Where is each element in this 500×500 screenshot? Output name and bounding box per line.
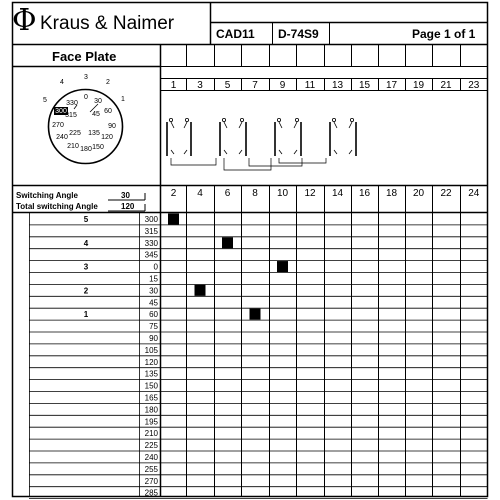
bottom-contact-number: 18 [385,188,398,199]
top-contact-number: 3 [197,80,203,91]
top-contact-number: 15 [358,80,371,91]
closed-contact-mark [168,213,179,224]
closed-contact-mark [195,285,206,296]
dial-position-label: 2 [106,79,110,86]
dial-position-label: 5 [43,97,47,104]
angle-label: 240 [144,452,158,462]
angle-label: 225 [144,441,158,451]
dial-angle-label: 60 [104,108,112,115]
dial-angle-label: 30 [94,98,102,105]
dial-angle-label: 240 [56,134,68,141]
angle-label: 45 [149,298,158,308]
total-switching-angle-value: 120 [121,202,135,211]
closed-contact-mark [222,237,233,248]
dial-angle-label: 120 [101,134,113,141]
top-contact-number: 5 [224,80,231,91]
dial-angle-label: 270 [52,122,64,129]
angle-label: 195 [144,417,158,427]
brand-name: Kraus & Naimer [40,13,175,34]
top-contact-number: 17 [385,80,398,91]
angle-label: 30 [149,286,158,296]
angle-label: 315 [144,226,158,236]
angle-label: 90 [149,333,158,343]
top-contact-number: 23 [468,80,480,91]
angle-label: 150 [144,381,158,391]
angle-label: 210 [144,429,158,439]
bottom-contact-number: 4 [197,188,203,199]
closed-contact-mark [250,309,261,320]
total-switching-angle-label: Total switching Angle [16,202,98,211]
switching-angle-label: Switching Angle [16,191,78,200]
top-contact-number: 1 [170,80,177,91]
switching-angle-value: 30 [121,191,130,200]
angle-label: 330 [144,238,158,248]
dial-angle-label: 0 [84,94,88,101]
angle-label: 165 [144,393,158,403]
switch-code: D-74S9 [278,27,319,41]
dial-angle-label: 90 [108,123,116,130]
angle-label: 270 [144,476,158,486]
bottom-contact-number: 10 [276,188,289,199]
angle-label: 105 [144,345,158,355]
dial-angle-label: 330 [66,100,78,107]
dial-angle-label: 300 [55,108,67,115]
top-contact-number: 19 [412,80,425,91]
bottom-contact-number: 12 [304,188,316,199]
bottom-contact-number: 20 [412,188,425,199]
bottom-contact-number: 22 [440,188,452,199]
bottom-contact-number: 16 [358,188,371,199]
top-contact-number: 7 [252,80,258,91]
angle-label: 0 [153,262,158,272]
closed-contact-mark [277,261,288,272]
dial-angle-label: 135 [88,130,100,137]
top-contact-number: 9 [279,80,286,91]
position-label: 4 [83,238,89,248]
angle-label: 135 [144,369,158,379]
angle-label: 300 [144,214,158,224]
position-label: 1 [83,310,89,320]
model-code: CAD11 [216,27,255,41]
logo-phi-icon: Φ [12,3,37,38]
bottom-contact-number: 6 [224,188,231,199]
top-contact-number: 13 [331,80,344,91]
position-label: 2 [83,286,89,296]
dial-position-label: 4 [60,79,64,86]
face-plate-title: Face Plate [52,49,117,64]
angle-label: 180 [144,405,158,415]
dial-angle-label: 210 [67,143,79,150]
dial-angle-label: 45 [92,111,100,118]
dial-position-label: 1 [121,96,125,103]
dial-angle-label: 150 [92,144,104,151]
angle-label: 75 [149,322,158,332]
dial-angle-label: 315 [65,112,77,119]
position-label: 3 [83,262,89,272]
bottom-contact-number: 8 [252,188,258,199]
dial-angle-label: 225 [69,130,81,137]
page-number: Page 1 of 1 [412,27,476,41]
angle-label: 120 [144,357,158,367]
angle-label: 15 [149,274,158,284]
bottom-contact-number: 14 [331,188,344,199]
position-label: 5 [83,214,89,224]
dial-angle-label: 180 [80,146,92,153]
angle-label: 60 [149,310,158,320]
angle-label: 345 [144,250,158,260]
dial-position-label: 3 [84,74,88,81]
bottom-contact-number: 24 [468,188,480,199]
top-contact-number: 11 [304,80,316,91]
top-contact-number: 21 [440,80,452,91]
angle-label: 255 [144,464,158,474]
angle-label: 285 [144,488,158,498]
bottom-contact-number: 2 [170,188,177,199]
